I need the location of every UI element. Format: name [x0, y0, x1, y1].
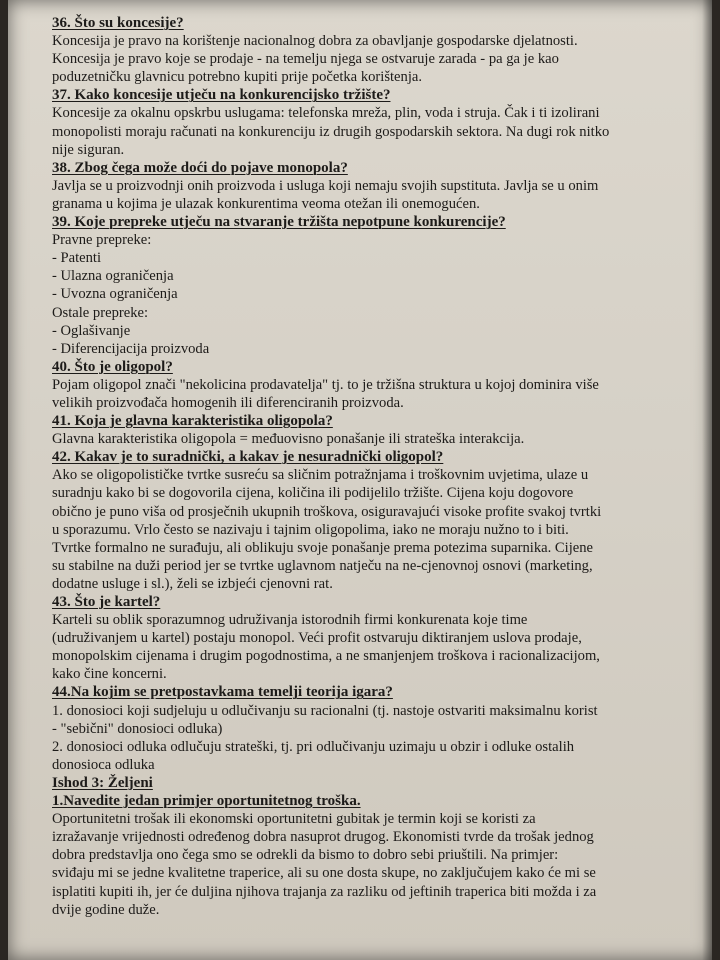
- body-text-line: Ostale prepreke:: [52, 304, 149, 321]
- section-heading: 1.Navedite jedan primjer oportunitetnog troška.: [52, 793, 361, 810]
- body-text-line: dobra predstavlja ono čega smo se odrekli da bismo to dobro sebi priuštili. Na primjer:: [52, 847, 559, 864]
- body-text-line: dvije godine duže.: [52, 901, 160, 918]
- body-text-line: isplatiti kupiti ih, jer će duljina njihova trajanja za razliku od jeftinih traperica biti možda i za: [52, 883, 597, 900]
- section-heading: 38. Zbog čega može doći do pojave monopola?: [52, 159, 348, 176]
- body-text-line: Oportunitetni trošak ili ekonomski oportunitetni gubitak je termin koji se koristi za: [52, 811, 536, 828]
- body-text-line: granama u kojima je ulazak konkurentima veoma otežan ili onemogućen.: [52, 195, 480, 212]
- body-text-line: - Ulazna ograničenja: [52, 268, 174, 285]
- page-edge-shadow: [702, 0, 712, 960]
- body-text-line: (udruživanjem u kartel) postaju monopol. Veći profit ostvaruju diktiranjem uslova prodaje,: [52, 630, 582, 647]
- body-text-line: Karteli su oblik sporazumnog udruživanja istorodnih firmi konkurenata koje time: [52, 612, 528, 629]
- body-text-line: sviđaju mi se jedne kvalitetne traperice, ali su one dosta skupe, no zaključujem kako će mi se: [52, 865, 596, 882]
- body-text-line: kako čine koncerni.: [52, 666, 167, 683]
- body-text-line: Koncesija je pravo na korištenje nacionalnog dobra za obavljanje gospodarske djelatnosti.: [52, 33, 578, 50]
- section-heading: 41. Koja je glavna karakteristika oligopola?: [52, 413, 333, 430]
- section-heading: 44.Na kojim se pretpostavkama temelji teorija igara?: [52, 684, 393, 701]
- body-text-line: nije siguran.: [52, 141, 125, 158]
- body-text-line: poduzetničku glavnicu potrebno kupiti prije početka korištenja.: [52, 69, 423, 86]
- section-heading: Ishod 3: Željeni: [52, 774, 153, 791]
- document-content: [52, 14, 692, 919]
- body-text-line: monopolisti moraju računati na konkurenciju iz drugih gospodarskih sektora. Na dugi rok nitko: [52, 123, 610, 140]
- section-heading: 40. Što je oligopol?: [52, 358, 173, 375]
- body-text-line: - Uvozna ograničenja: [52, 286, 178, 303]
- section-heading: 37. Kako koncesije utječu na konkurencijsko tržište?: [52, 87, 391, 104]
- body-text-line: Pojam oligopol znači "nekolicina prodavatelja" tj. to je tržišna struktura u kojoj dominira više: [52, 376, 599, 393]
- body-text-line: - "sebični" donosioci odluka): [52, 720, 223, 737]
- body-text-line: - Diferencijacija proizvoda: [52, 340, 210, 357]
- body-text-line: u sporazumu. Vrlo često se nazivaju i tajnim oligopolima, iako ne moraju nužno to i biti.: [52, 521, 569, 538]
- section-heading: 39. Koje prepreke utječu na stvaranje tržišta nepotpune konkurencije?: [52, 214, 506, 231]
- section-heading: 43. Što je kartel?: [52, 594, 161, 610]
- body-text-line: velikih proizvođača homogenih ili diferenciranih proizvoda.: [52, 394, 404, 411]
- body-text-line: Ako se oligopolističke tvrtke susreću sa sličnim potražnjama i troškovnim uvjetima, ulaze u: [52, 467, 589, 484]
- body-text-line: - Oglašivanje: [52, 322, 131, 339]
- body-text-line: obično je puno viša od prosječnih ukupnih troškova, osiguravajući visoke profite svakoj tvrtki: [52, 503, 602, 520]
- body-text-line: - Patenti: [52, 250, 102, 267]
- body-text-line: izražavanje vrijednosti određenog dobra nasuprot drugog. Ekonomisti tvrde da trošak jednog: [52, 829, 594, 846]
- body-text-line: Koncesije za okalnu opskrbu uslugama: telefonska mreža, plin, voda i struja. Čak i ti izolirani: [52, 105, 600, 122]
- body-text-line: Koncesija je pravo koje se prodaje - na temelju njega se ostvaruje zarada - pa ga je kao: [52, 51, 559, 68]
- body-text-line: 1. donosioci koji sudjeluju u odlučivanju su racionalni (tj. nastoje ostvariti maksimalnu korist: [52, 702, 598, 719]
- body-text-line: 2. donosioci odluka odlučuju strateški, tj. pri odlučivanju uzimaju u obzir i odluke ostalih: [52, 738, 575, 755]
- body-text-line: Glavna karakteristika oligopola = međuovisno ponašanje ili strateška interakcija.: [52, 431, 525, 448]
- body-text-line: Tvrtke formalno ne surađuju, ali oblikuju svoje ponašanje prema potezima suparnika. Cijene: [52, 539, 594, 556]
- body-text-line: monopolskim cijenama i drugim pogodnostima, a ne smanjenjem troškova i racionalizacijom,: [52, 648, 600, 665]
- section-heading: 36. Što su koncesije?: [52, 15, 184, 31]
- body-text-line: Javlja se u proizvodnji onih proizvoda i usluga koji nemaju svojih supstituta. Javlja se u onim: [52, 177, 599, 194]
- body-text-line: Pravne prepreke:: [52, 232, 152, 249]
- section-heading: 42. Kakav je to suradnički, a kakav je nesuradnički oligopol?: [52, 449, 444, 466]
- body-text-line: dodatne usluge i sl.), želi se izbjeći cjenovni rat.: [52, 575, 333, 592]
- document-page: [8, 0, 712, 960]
- body-text-line: su stabilne na duži period jer se tvrtke uglavnom natječu na ne-cjenovnoj osnovi (marketing,: [52, 557, 593, 574]
- body-text-line: suradnju kako bi se dogovorila cijena, količina ili podijelilo tržište. Cijena koju dogovore: [52, 485, 574, 502]
- body-text-line: donosioca odluka: [52, 756, 155, 773]
